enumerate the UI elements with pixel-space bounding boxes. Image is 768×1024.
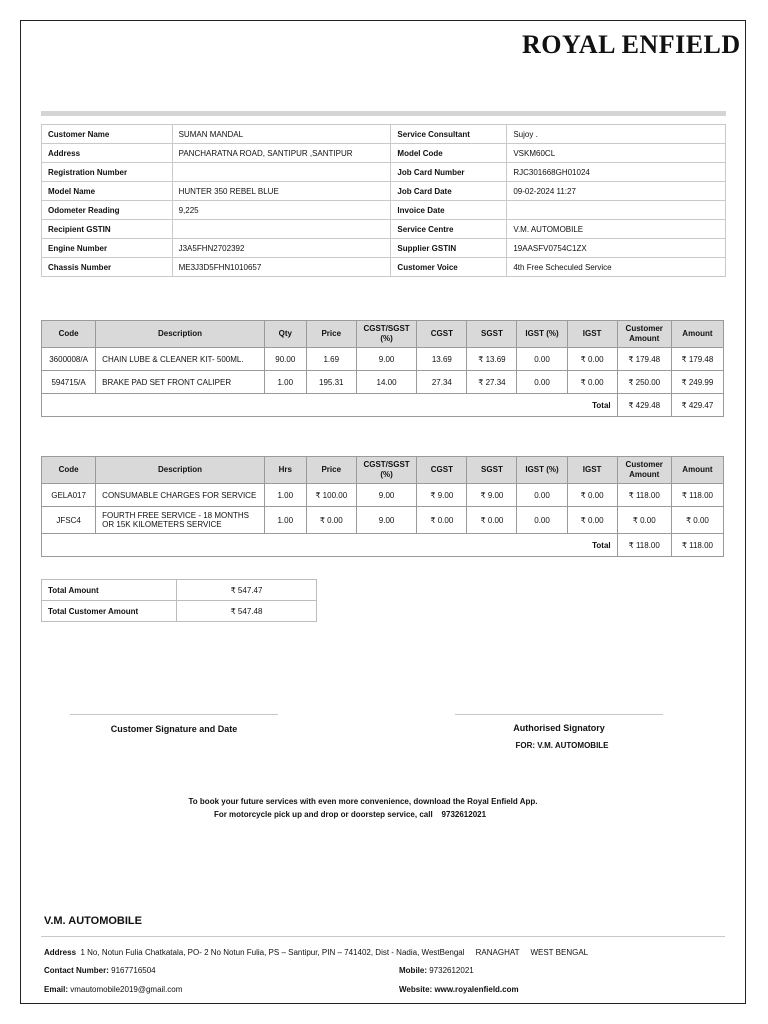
parts-cell: ₹ 27.34 — [467, 371, 517, 394]
total-customer-amount-row — [42, 601, 317, 622]
parts-cell: 1.00 — [264, 371, 306, 394]
labour-header-cell: Amount — [671, 457, 723, 484]
footer-address-value: 1 No, Notun Fulia Chatkatala, PO- 2 No Notun Fulia, PS – Santipur, PIN – 741402, Dist - Nadia, WestBengal RANAGHAT WEST BENGAL — [80, 948, 589, 957]
info-left-label: Model Name — [42, 182, 173, 201]
labour-header-cell: Description — [96, 457, 265, 484]
parts-cell: 14.00 — [356, 371, 417, 394]
info-left-value: SUMAN MANDAL — [172, 125, 391, 144]
labour-header-cell: Price — [306, 457, 356, 484]
parts-header-cell: Description — [96, 321, 265, 348]
parts-header-cell: CGST — [417, 321, 467, 348]
labour-header-cell: CGST — [417, 457, 467, 484]
footer-website-line — [399, 985, 519, 994]
parts-header-cell: CGST/SGST (%) — [356, 321, 417, 348]
customer-signature-label: Customer Signature and Date — [110, 724, 238, 734]
info-row — [42, 125, 726, 144]
labour-header-cell: Code — [42, 457, 96, 484]
customer-signature-line — [70, 714, 278, 715]
parts-row — [42, 371, 724, 394]
info-row — [42, 220, 726, 239]
labour-cell: JFSC4 — [42, 507, 96, 534]
parts-cell: ₹ 179.48 — [671, 348, 723, 371]
labour-cell: ₹ 0.00 — [671, 507, 723, 534]
parts-total-customer: ₹ 429.48 — [617, 394, 671, 417]
labour-cell: 0.00 — [517, 484, 567, 507]
info-right-label: Job Card Date — [391, 182, 507, 201]
labour-cell: GELA017 — [42, 484, 96, 507]
footer-divider — [41, 936, 725, 937]
labour-cell: ₹ 9.00 — [467, 484, 517, 507]
footer-contact-line — [44, 966, 156, 975]
info-right-value: 09-02-2024 11:27 — [507, 182, 726, 201]
footer-address-label: Address — [44, 948, 77, 957]
labour-cell: 1.00 — [264, 484, 306, 507]
info-left-value: ME3J3D5FHN1010657 — [172, 258, 391, 277]
parts-cell: BRAKE PAD SET FRONT CALIPER — [96, 371, 265, 394]
labour-cell: ₹ 100.00 — [306, 484, 356, 507]
parts-cell: 3600008/A — [42, 348, 96, 371]
info-right-label: Customer Voice — [391, 258, 507, 277]
parts-cell: 0.00 — [517, 348, 567, 371]
total-amount-value: ₹ 547.47 — [177, 580, 317, 601]
info-left-value: J3A5FHN2702392 — [172, 239, 391, 258]
labour-total-label: Total — [42, 534, 618, 557]
info-left-value — [172, 220, 391, 239]
footer-website-label: Website: — [399, 985, 433, 994]
parts-cell: 9.00 — [356, 348, 417, 371]
labour-header-cell: Hrs — [264, 457, 306, 484]
parts-cell: 195.31 — [306, 371, 356, 394]
labour-cell: ₹ 0.00 — [417, 507, 467, 534]
footer-website-value[interactable]: www.royalenfield.com — [434, 985, 519, 994]
parts-cell: 13.69 — [417, 348, 467, 371]
labour-cell: ₹ 9.00 — [417, 484, 467, 507]
info-left-value: PANCHARATNA ROAD, SANTIPUR ,SANTIPUR — [172, 144, 391, 163]
labour-header-cell: IGST (%) — [517, 457, 567, 484]
labour-cell: ₹ 118.00 — [671, 484, 723, 507]
info-left-label: Registration Number — [42, 163, 173, 182]
info-right-value: RJC301668GH01024 — [507, 163, 726, 182]
labour-cell: ₹ 0.00 — [306, 507, 356, 534]
parts-header-cell: Code — [42, 321, 96, 348]
labour-table — [41, 456, 724, 557]
pickup-drop-note: For motorcycle pick up and drop or doorstep service, call 9732612021 — [213, 810, 487, 819]
info-right-value: V.M. AUTOMOBILE — [507, 220, 726, 239]
footer-dealer-name: V.M. AUTOMOBILE — [44, 915, 142, 927]
labour-cell: ₹ 0.00 — [567, 484, 617, 507]
header-divider — [41, 111, 726, 116]
info-left-value — [172, 163, 391, 182]
parts-header-cell: Customer Amount — [617, 321, 671, 348]
info-right-label: Supplier GSTIN — [391, 239, 507, 258]
info-left-label: Address — [42, 144, 173, 163]
footer-email-label: Email: — [44, 985, 69, 994]
labour-cell: FOURTH FREE SERVICE - 18 MONTHS OR 15K KILOMETERS SERVICE — [96, 507, 265, 534]
total-amount-label: Total Amount — [42, 580, 177, 601]
parts-cell: 1.69 — [306, 348, 356, 371]
labour-cell: CONSUMABLE CHARGES FOR SERVICE — [96, 484, 265, 507]
parts-header-cell: Price — [306, 321, 356, 348]
brand-logo: ROYAL ENFIELD — [522, 30, 741, 59]
footer-mobile-value: 9732612021 — [429, 966, 474, 975]
parts-cell: 594715/A — [42, 371, 96, 394]
footer-contact-value: 9167716504 — [111, 966, 156, 975]
footer-address-line — [44, 948, 588, 957]
parts-header-cell: IGST (%) — [517, 321, 567, 348]
labour-cell: ₹ 118.00 — [617, 484, 671, 507]
parts-cell: ₹ 250.00 — [617, 371, 671, 394]
info-row — [42, 258, 726, 277]
labour-cell: 1.00 — [264, 507, 306, 534]
info-row — [42, 144, 726, 163]
footer-mobile-label: Mobile: — [399, 966, 427, 975]
parts-cell: ₹ 179.48 — [617, 348, 671, 371]
parts-total-row — [42, 394, 724, 417]
total-customer-amount-value: ₹ 547.48 — [177, 601, 317, 622]
total-amount-row — [42, 580, 317, 601]
labour-cell: ₹ 0.00 — [617, 507, 671, 534]
info-left-label: Odometer Reading — [42, 201, 173, 220]
info-right-label: Model Code — [391, 144, 507, 163]
info-left-label: Engine Number — [42, 239, 173, 258]
labour-header-cell: Customer Amount — [617, 457, 671, 484]
parts-header-cell: Qty — [264, 321, 306, 348]
labour-cell: ₹ 0.00 — [567, 507, 617, 534]
parts-header-cell: IGST — [567, 321, 617, 348]
info-left-label: Recipient GSTIN — [42, 220, 173, 239]
info-left-label: Customer Name — [42, 125, 173, 144]
customer-info-table — [41, 124, 726, 277]
info-right-value: 4th Free Scheculed Service — [507, 258, 726, 277]
totals-table — [41, 579, 317, 622]
labour-cell: 9.00 — [356, 484, 417, 507]
parts-cell: ₹ 0.00 — [567, 348, 617, 371]
labour-cell: 9.00 — [356, 507, 417, 534]
footer-mobile-line — [399, 966, 474, 975]
parts-total-amount: ₹ 429.47 — [671, 394, 723, 417]
parts-cell: ₹ 0.00 — [567, 371, 617, 394]
footer-contact-label: Contact Number: — [44, 966, 109, 975]
labour-header-cell: IGST — [567, 457, 617, 484]
authorised-for-label: FOR: V.M. AUTOMOBILE — [515, 741, 609, 750]
parts-header-cell: Amount — [671, 321, 723, 348]
labour-header-cell: CGST/SGST (%) — [356, 457, 417, 484]
labour-total-customer: ₹ 118.00 — [617, 534, 671, 557]
info-right-value — [507, 201, 726, 220]
authorised-signatory-label: Authorised Signatory — [513, 723, 605, 733]
info-right-value: 19AASFV0754C1ZX — [507, 239, 726, 258]
info-left-value: HUNTER 350 REBEL BLUE — [172, 182, 391, 201]
parts-cell: 27.34 — [417, 371, 467, 394]
info-right-label: Job Card Number — [391, 163, 507, 182]
footer-email-line — [44, 985, 182, 994]
info-right-label: Invoice Date — [391, 201, 507, 220]
info-row — [42, 239, 726, 258]
labour-header-cell: SGST — [467, 457, 517, 484]
app-promo-note: To book your future services with even more convenience, download the Royal Enfield App. — [188, 797, 538, 806]
info-row — [42, 182, 726, 201]
parts-table — [41, 320, 724, 417]
parts-cell: CHAIN LUBE & CLEANER KIT- 500ML. — [96, 348, 265, 371]
info-left-label: Chassis Number — [42, 258, 173, 277]
info-row — [42, 163, 726, 182]
parts-cell: ₹ 249.99 — [671, 371, 723, 394]
info-right-value: VSKM60CL — [507, 144, 726, 163]
labour-cell: 0.00 — [517, 507, 567, 534]
labour-cell: ₹ 0.00 — [467, 507, 517, 534]
info-left-value: 9,225 — [172, 201, 391, 220]
parts-cell: ₹ 13.69 — [467, 348, 517, 371]
info-row — [42, 201, 726, 220]
labour-row — [42, 484, 724, 507]
authorised-signature-line — [455, 714, 663, 715]
parts-cell: 0.00 — [517, 371, 567, 394]
info-right-label: Service Centre — [391, 220, 507, 239]
labour-total-amount: ₹ 118.00 — [671, 534, 723, 557]
labour-total-row — [42, 534, 724, 557]
info-right-value: Sujoy . — [507, 125, 726, 144]
total-customer-amount-label: Total Customer Amount — [42, 601, 177, 622]
info-right-label: Service Consultant — [391, 125, 507, 144]
footer-email-value[interactable]: vmautomobile2019@gmail.com — [70, 985, 183, 994]
labour-row — [42, 507, 724, 534]
parts-cell: 90.00 — [264, 348, 306, 371]
parts-total-label: Total — [42, 394, 618, 417]
parts-header-cell: SGST — [467, 321, 517, 348]
parts-row — [42, 348, 724, 371]
